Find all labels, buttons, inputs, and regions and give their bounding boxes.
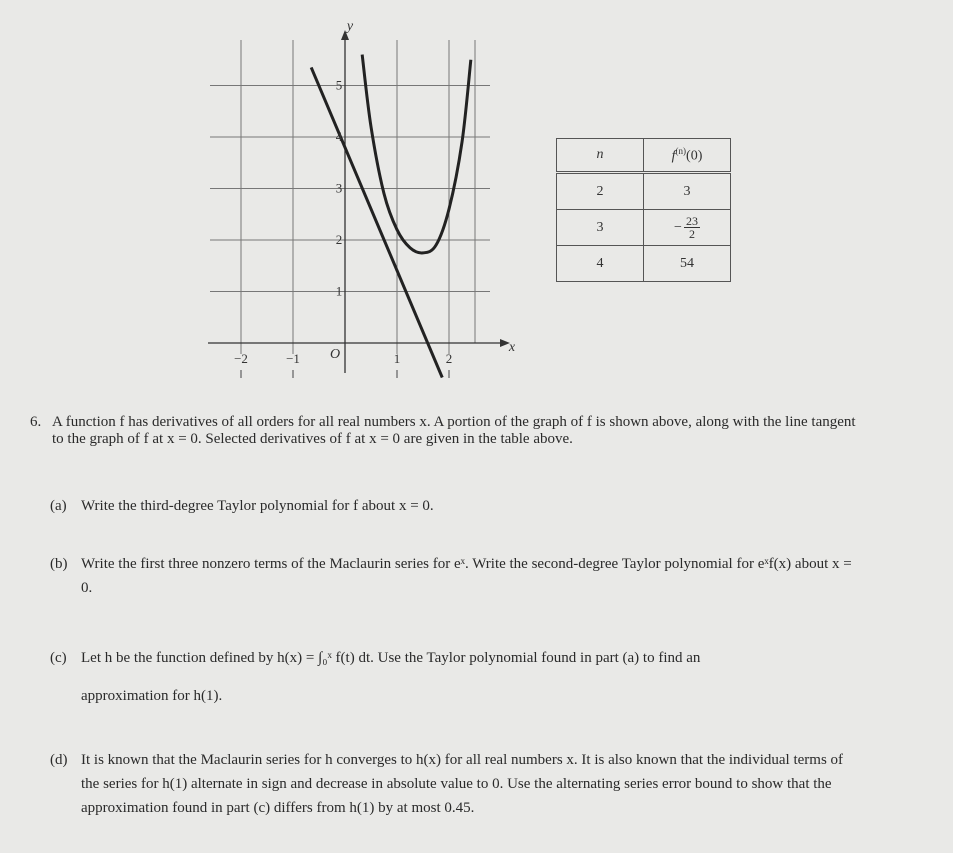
- row-value: 3: [644, 173, 731, 210]
- table-row: [557, 246, 731, 282]
- part-b: [50, 552, 860, 600]
- x-tick-label: −2: [234, 351, 248, 366]
- part-text: Let h be the function defined by h(x) = ∫₀ˣ f(t) dt. Use the Taylor polynomial found in part (a) to find an: [81, 650, 701, 666]
- origin-label: O: [329, 347, 341, 362]
- part-a: [50, 494, 860, 518]
- part-letter: (c): [50, 650, 67, 666]
- x-tick-label: 2: [445, 351, 453, 366]
- part-text: Write the first three nonzero terms of the Maclaurin series for eˣ. Write the second-degree Taylor polynomial for eˣf(x) about x = 0.: [81, 556, 852, 596]
- graph-axes: [208, 30, 510, 378]
- y-axis-label: y: [346, 19, 354, 34]
- problem-statement: [30, 414, 865, 448]
- y-tick-label: 2: [335, 232, 343, 247]
- y-tick-label: 5: [335, 77, 343, 93]
- part-letter: (b): [50, 556, 68, 572]
- row-n: 4: [557, 246, 644, 282]
- table-header-row: [557, 139, 731, 173]
- negative-sign: −: [674, 219, 682, 235]
- tangent-line: [311, 67, 442, 377]
- fraction: $\frac{23}{2}$: [685, 214, 698, 241]
- graph-grid: [210, 40, 490, 354]
- function-graph: [200, 18, 520, 390]
- y-tick-label: 4: [335, 129, 343, 144]
- table-row: [557, 173, 731, 210]
- problem-text: A function f has derivatives of all orders for all real numbers x. A portion of the graph of f is shown above, along with the line tangent to the graph of f at x = 0. Selected derivatives of f at x = 0 are given in the table above.: [52, 414, 856, 447]
- graph-labels: [234, 19, 516, 366]
- y-tick-label: 1: [335, 283, 343, 299]
- problem-number: 6.: [30, 414, 42, 430]
- y-tick-label: 3: [335, 180, 343, 196]
- part-text-line2: approximation for h(1).: [81, 688, 223, 704]
- part-d: [50, 748, 860, 820]
- graph-curves: [311, 55, 471, 378]
- header-n: n: [557, 139, 644, 173]
- part-text: Write the third-degree Taylor polynomial for f about x = 0.: [81, 498, 434, 514]
- x-axis-label: x: [508, 340, 516, 355]
- derivative-table: [556, 138, 731, 282]
- table-row: [557, 210, 731, 246]
- x-tick-label: 1: [393, 351, 401, 366]
- header-fn0: $f^{(n)}(0)$: [644, 139, 731, 173]
- row-value: 54: [644, 246, 731, 282]
- part-letter: (d): [50, 752, 68, 768]
- part-text: It is known that the Maclaurin series for h converges to h(x) for all real numbers x. It is also known that the individual terms of the series for h(1) alternate in sign and decrease in absolute value to 0. Use the alternating series error bound to show that the approximation found in part (c) differs from h(1) by at most 0.45.: [81, 752, 844, 816]
- row-n: 3: [557, 210, 644, 246]
- x-tick-label: −1: [286, 351, 300, 366]
- row-n: 2: [557, 173, 644, 210]
- part-c: [50, 646, 860, 708]
- row-value: [644, 210, 731, 246]
- part-letter: (a): [50, 498, 67, 514]
